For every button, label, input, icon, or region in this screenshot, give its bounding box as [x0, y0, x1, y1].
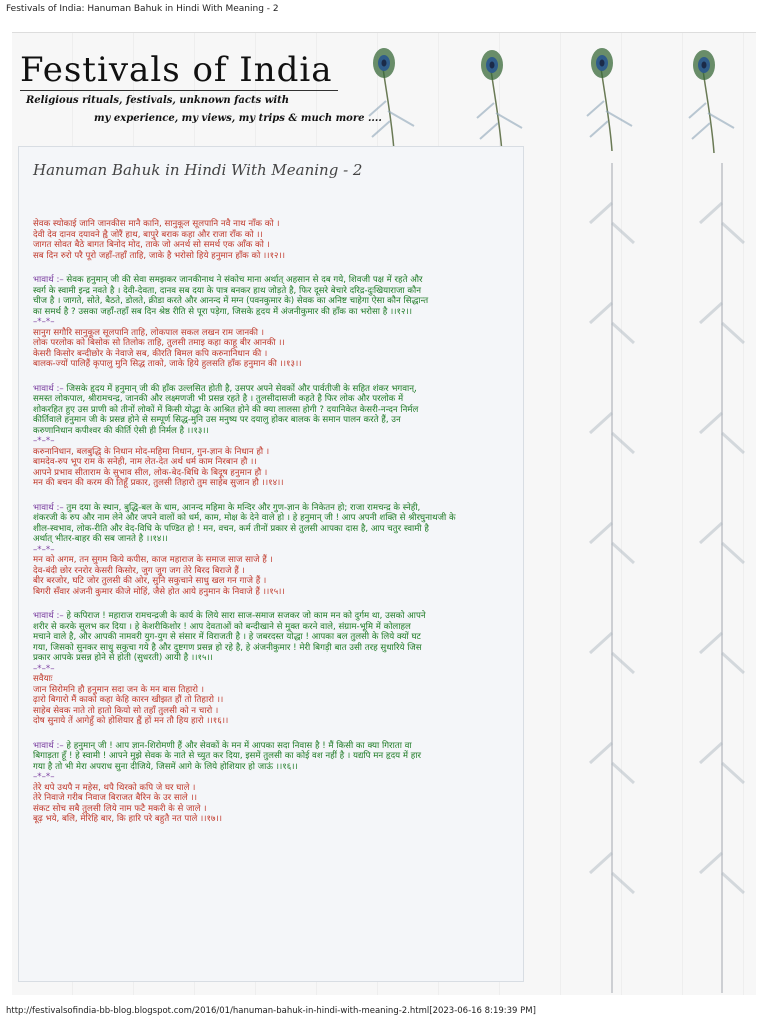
verse-line: दोष सुनाये तें आगेहुँ को होशियार ह्वैं हों मन तौ हिय हारो ।।१६।। [33, 716, 229, 726]
meaning-line: शील-स्वभाव, लोक-रीति और वेद-विधि के पण्डित हो ! मन, वचन, कर्म तीनों प्रकार से तुलसी आपका दास है, आप चतुर स्वामी है [33, 523, 429, 534]
peacock-feather-icon [684, 43, 744, 153]
verse-line: देव-बंदी छोर रनरोर केसरी किसोर, जुग जुग जग तेरे बिरद बिराजे हैं । [33, 565, 245, 576]
verse-line: लोक परलोक को बिसोक सो तिलोक ताहि, तुलसी तमाइ कहा काहू बीर आनकी ।। [33, 338, 285, 348]
meaning-line: प्रकार आपके प्रसन्न होने से होती (सुधरती) आयी है ।।१५।। [33, 653, 213, 663]
section-separator: –*–*– [33, 436, 55, 446]
verse-block [33, 674, 517, 727]
meaning-line: करुणानिधान कपीश्वर की कीर्ति ऐसी ही निर्मल है ।।१३।। [33, 425, 209, 436]
meaning-line: शोकरहित हुए उस प्राणी को तीनों लोकों में किसी योद्धा के आश्रित होने की क्या लालसा होगी ? दयानिकेत केसरी-नन्दन निर्मल [33, 404, 419, 415]
meaning-line: शरीर से करके सुलभ कर दिया । हे केशरीकिशोर ! आप देवताओं को बन्दीखाने से मुक्त करने वाले, संग्राम-भूमि में कोलाहल [33, 621, 411, 632]
meaning-line: कीर्तिवाले हनुमान जी के प्रसन्न होने से सम्पूर्ण सिद्ध-मुनि उस मनुष्य पर दयालु होकर बालक के समान पालन करते हैं, उन [33, 415, 401, 425]
meaning-label: भावार्थ :– [33, 740, 67, 751]
verse-line: तेरे थपे उथपै न महेस, थपै थिरको कपि जे घर घाले । [33, 782, 196, 793]
meaning-label: भावार्थ :– [33, 502, 67, 513]
verse-block [33, 447, 517, 489]
peacock-feather-icon [364, 41, 424, 151]
meaning-block [33, 384, 517, 447]
section-separator: –*–*– [33, 663, 55, 674]
meaning-line: भावार्थ :– हे कपिराज ! महाराज रामचन्द्रजी के कार्य के लिये सारा साज-समाज सजकर जो काम मन को दुर्गम था, उसको आपने [33, 611, 426, 621]
blog-tagline: Religious rituals, festivals, unknown facts with [26, 95, 290, 106]
meaning-label: भावार्थ :– [33, 383, 67, 394]
meaning-line: भावार्थ :– तुम दया के स्थान, बुद्धि-बल के धाम, आनन्द महिमा के मन्दिर और गुण-ज्ञान के निकेतन हो; राजा रामचन्द्र के स्नेही, [33, 502, 421, 513]
verse-line: जागत सोवत बैठे बागत बिनोद मोद, ताके जो अनर्थ सो समर्थ एक आँक को । [33, 240, 270, 250]
verse-block [33, 328, 517, 370]
verse-line: बिगरी सँवार अंजनी कुमार कीजे मोहिं, जैसे होत आये हनुमान के निवाजे हैं ।।१५।। [33, 586, 285, 597]
verse-line: साहेब सेवक नाते तो हातो कियो सो तहाँ तुलसी को न चारो । [33, 705, 219, 716]
section-separator: –*–*– [33, 317, 55, 327]
meaning-line: गया है तो भी मेरा अपराध सुना दीजिये, जिसमें आगे के लिये होशियार हो जाऊं ।।१६।। [33, 761, 298, 772]
meaning-line: अर्थात् भीतर-बाहर की सब जानते है ।।१४।। [33, 534, 168, 544]
feather-column-decor [692, 163, 752, 993]
post-body [33, 219, 517, 839]
verse-block [33, 555, 517, 597]
verse-line: सब दिन रुरो परै पूरो जहाँ-तहाँ ताहि, जाके है भरोसो हिये हनुमान हाँक को ।।१२।। [33, 250, 286, 261]
meaning-line: गया, जिसको सुनकर साधु सकुचा गये है और दुष्टगण प्रसन्न हो रहे है, हे अंजनीकुमार ! मेरी बिगड़ी बात उसी तरह सुधारिये जिस [33, 642, 422, 653]
verse-line: जान सिरोमनि हौ हनुमान सदा जन के मन बास तिहारो । [33, 684, 204, 695]
meaning-label: भावार्थ :– [33, 275, 67, 285]
verse-line: ढ़ारो बिगारो मैं काको कहा केहि कारन खीझत हौं तो तिहारो ।। [33, 695, 224, 705]
meaning-line: भावार्थ :– सेवक हनुमान् जी की सेवा समझकर जानकीनाथ ने संकोच माना अर्थात् अहसान से दब गये, शिवजी पक्ष में रहते और [33, 275, 423, 285]
meaning-line: मचाने वाले है, और आपकी नामवरी युग-युग से संसार में विराजती है । हे जबरदस्त योद्धा ! आपका बल तुलसी के लिये क्यों घट [33, 632, 421, 642]
meaning-block [33, 741, 517, 783]
verse-line: मन को अगम, तन सुगम किये कपीस, काज महाराज के समाज साज साजे हैं । [33, 555, 273, 565]
verse-line: संकट सोच सबै तुलसी लिये नाम फटै मकरी के से जाले । [33, 803, 207, 814]
verse-line: आपने प्रभाव सीताराम के सुभाव सील, लोक-बेद-बिधि के बिदूष हनुमान हौ । [33, 467, 268, 478]
print-header: Festivals of India: Hanuman Bahuk in Hindi With Meaning - 2 [6, 4, 279, 14]
verse-line: करुनानिधान, बलबुद्धि के निधान मोद-महिमा निधान, गुन-ज्ञान के निधान हौ । [33, 446, 270, 457]
meaning-block [33, 503, 517, 556]
post-title[interactable]: Hanuman Bahuk in Hindi With Meaning - 2 [33, 161, 363, 179]
meaning-block [33, 275, 517, 328]
verse-block [33, 219, 517, 261]
meaning-line: भावार्थ :– हे हनुमान् जी ! आप ज्ञान-शिरोमणी हैं और सेवकों के मन में आपका सदा निवास है ! मैं किसी का क्या गिराता वा [33, 740, 412, 751]
section-separator: –*–*– [33, 772, 55, 782]
verse-block [33, 783, 517, 825]
verse-line: बूढ़ भये, बलि, मेरिहि बार, कि हारि परे बहुतै नत पाले ।।१७।। [33, 814, 222, 824]
meaning-line: चीज है । जागते, सोते, बैठते, डोलते, क्रीडा करते और आनन्द में मग्न (पवनकुमार के) सेवक का अनिष्ट चाहेगा ऐसा कौन सिद्धान्त [33, 296, 429, 306]
savaiya-label: सवैयाः [33, 674, 53, 684]
meaning-line: का समर्थ है ? उसका जहाँ-तहाँ सब दिन श्रेष्ठ रीति से पूरा पड़ेगा, जिसके हृदय में अंजनीकुमार की हाँक का भरोसा है ।।१२।। [33, 306, 413, 317]
blog-title[interactable]: Festivals of India [20, 50, 333, 90]
peacock-feather-icon [582, 41, 642, 151]
verse-line: बालक-ज्यों पालिहैं कृपालु मुनि सिद्ध ताको, जाके हिये हुलसति हाँक हनुमान की ।।१३।। [33, 359, 302, 369]
feather-column-decor [582, 163, 642, 993]
title-divider [20, 90, 338, 91]
print-footer: http://festivalsofindia-bb-blog.blogspot.com/2016/01/hanuman-bahuk-in-hindi-with-meaning-2.html[2023-06-16 8:19:39 PM] [6, 1006, 536, 1016]
meaning-label: भावार्थ :– [33, 611, 67, 621]
verse-line: मन की बचन की करम की तिहूँ प्रकार, तुलसी तिहारो तुम साहेब सुजान हौ ।।१४।। [33, 478, 284, 488]
verse-line: तेरे निवाजे गरीब निवाज बिराजत बैरिन के उर साले ।। [33, 793, 198, 803]
post-panel [18, 146, 524, 982]
verse-line: बामदेव-रुप भूप राम के सनेही, नाम लेत-देत अर्थ धर्म काम निरबान हौ ।। [33, 457, 257, 467]
meaning-line: भावार्थ :– जिसके हृदय में हनुमान् जी की हाँक उल्लसित होती है, उसपर अपने सेवकों और पार्वतीजी के सहित शंकर भगवान्, [33, 383, 417, 394]
meaning-line: स्वर्ग के स्वामी इन्द्र नवते है । देवी-देवता, दानव सब दया के पात्र बनकर हाथ जोड़ते है, फिर दूसरे बेचारे दरिद्र-दुःखियाराजा कौन [33, 285, 421, 296]
meaning-line: बिगाड़ता हूँ ! हे स्वामी ! आपने मुझे सेवक के नाते से च्युत कर दिया, इसमें तुलसी का कोई वश नहीं है । यद्यपि मन हृदय में हार [33, 751, 422, 761]
meaning-line: समस्त लोकपाल, श्रीरामचन्द्र, जानकी और लक्ष्मणजी भी प्रसन्न रहते है । तुलसीदासजी कहते है फिर लोक और परलोक में [33, 394, 404, 404]
blog-tagline: my experience, my views, my trips & much more .... [94, 113, 382, 124]
verse-line: सेवक स्योकाई जानि जानकीस मानै कानि, सानुकूल सूलपानि नवै नाथ नाँक को । [33, 219, 280, 229]
verse-line: देवी देव दानव दयावने ह्वै जोरैं हाथ, बापुरे बराक कहा और राजा राँक को ।। [33, 229, 263, 240]
section-separator: –*–*– [33, 544, 55, 555]
verse-line: सानुग सगौरि सानुकूल सूलपानि ताहि, लोकपाल सकल लखन राम जानकी । [33, 327, 264, 338]
verse-line: बीर बरजोर, घटि जोर तुलसी की ओर, सुनि सकुचाने साधु खल गन गाजे हैं । [33, 576, 267, 586]
verse-line: केसरी किसोर बन्दीछोर के नेवाजे सब, कीरति बिमल कपि करुनानिधान की । [33, 348, 268, 359]
meaning-line: शंकरजी के रुप और नाम लेने और जपने वालों को धर्म, काम, मोक्ष के देने वाले हो । हे हनुमान् जी ! आप अपनी शक्ति से श्रीरघुनाथजी के [33, 513, 456, 523]
peacock-feather-icon [472, 43, 532, 153]
meaning-block [33, 611, 517, 674]
